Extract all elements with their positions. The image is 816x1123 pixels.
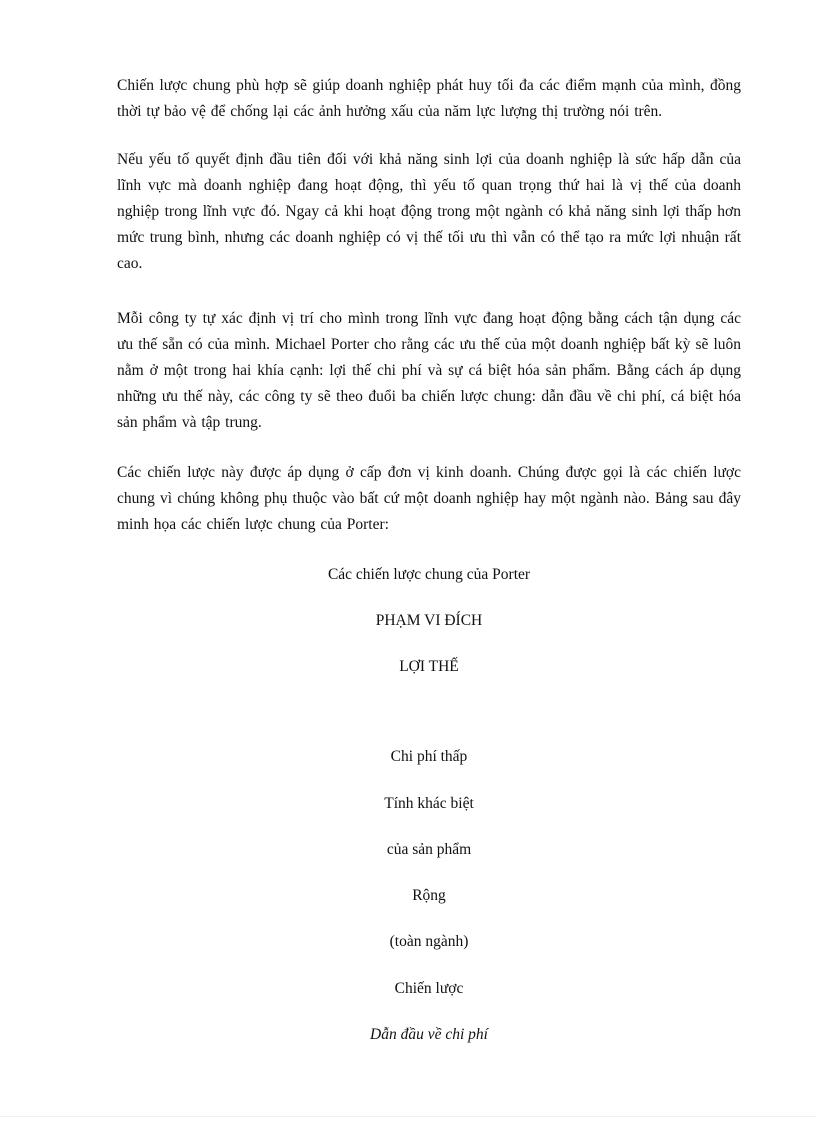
differentiation-label-line1: Tính khác biệt xyxy=(384,795,474,812)
advantage-header: LỢI THẾ xyxy=(399,658,459,675)
page-bottom-edge xyxy=(0,1116,816,1117)
whole-industry-label: (toàn ngành) xyxy=(389,933,469,950)
strategy-label: Chiến lược xyxy=(394,980,464,997)
broad-scope-label: Rộng xyxy=(412,887,446,904)
table-caption: Các chiến lược chung của Porter xyxy=(327,566,531,583)
low-cost-label: Chi phí thấp xyxy=(390,748,468,765)
differentiation-label-line2: của sản phẩm xyxy=(386,841,472,858)
paragraph-business-unit-strategies: Các chiến lược này được áp dụng ở cấp đơn vị kinh doanh. Chúng được gọi là các chiến lược chung vì chúng không phụ thuộc vào bất cứ một doanh nghiệp hay một ngành nào. Bảng sau đây minh họa các chiến lược chung của Porter: xyxy=(117,464,741,533)
paragraph-porter-advantages: Mỗi công ty tự xác định vị trí cho mình trong lĩnh vực đang hoạt động bằng cách tận dụng các ưu thế sẵn có của mình. Michael Porter cho rằng các ưu thế của một doanh nghiệp bất kỳ sẽ luôn nằm ở một trong hai khía cạnh: lợi thế chi phí và sự cá biệt hóa sản phẩm. Bằng cách áp dụng những ưu thế này, các công ty sẽ theo đuổi ba chiến lược chung: dẫn đầu về chi phí, cá biệt hóa sản phẩm và tập trung. xyxy=(117,310,741,431)
paragraph-generic-strategy-benefit: Chiến lược chung phù hợp sẽ giúp doanh nghiệp phát huy tối đa các điểm mạnh của mình, đồng thời tự bảo vệ để chống lại các ảnh hưởng xấu của năm lực lượng thị trường nói trên. xyxy=(117,77,741,120)
scope-header: PHẠM VI ĐÍCH xyxy=(375,612,483,629)
paragraph-competitive-position: Nếu yếu tố quyết định đầu tiên đối với khả năng sinh lợi của doanh nghiệp là sức hấp dẫn của lĩnh vực mà doanh nghiệp đang hoạt động, thì yếu tố quan trọng thứ hai là vị thế của doanh nghiệp trong lĩnh vực đó. Ngay cả khi hoạt động trong một ngành có khả năng sinh lợi thấp hơn mức trung bình, nhưng các doanh nghiệp có vị thế tối ưu thì vẫn có thể tạo ra mức lợi nhuận rất cao. xyxy=(117,151,741,272)
cost-leadership-label: Dẫn đầu về chi phí xyxy=(370,1026,488,1043)
